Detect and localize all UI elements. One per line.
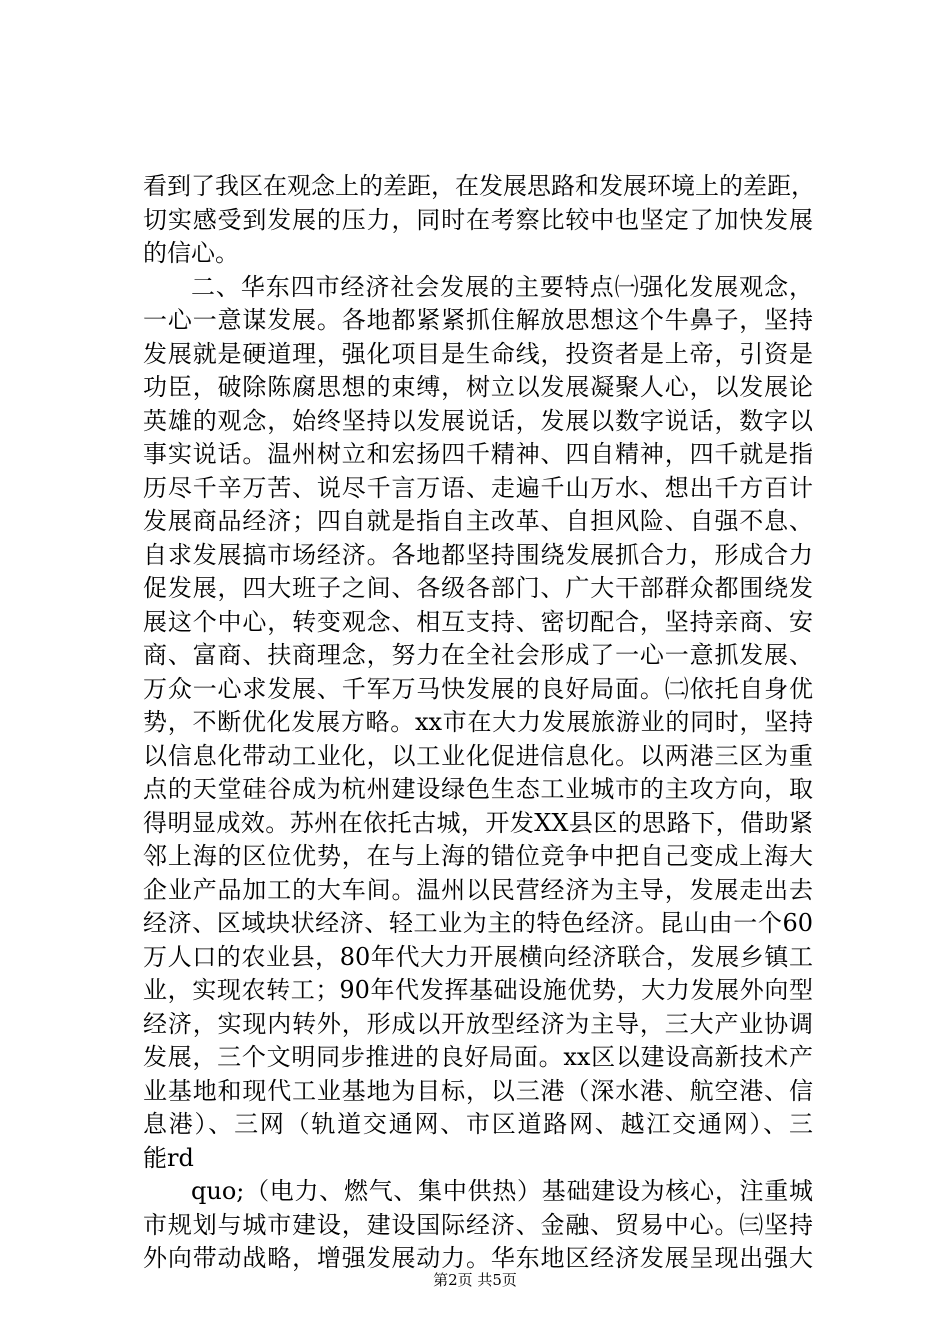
text-line: 一心一意谋发展。各地都紧紧抓住解放思想这个牛鼻子，坚持 [143,306,813,334]
text-line: 促发展，四大班子之间、各级各部门、广大干部群众都围绕发 [143,574,813,602]
text-line: 经济、区域块状经济、轻工业为主的特色经济。昆山由一个60 [143,909,813,937]
page-footer: 第2页 共5页 [433,1271,517,1289]
text-line: 展这个中心，转变观念、相互支持、密切配合，坚持亲商、安 [143,607,813,636]
text-line: 发展，三个文明同步推进的良好局面。xx区以建设高新技术产 [143,1043,813,1071]
text-line: 自求发展搞市场经济。各地都坚持围绕发展抓合力，形成合力 [143,540,813,569]
text-line: 万众一心求发展、千军万马快发展的良好局面。㈡依托自身优 [143,674,813,703]
text-line: 切实感受到发展的压力，同时在考察比较中也坚定了加快发展 [143,205,813,234]
text-line: 英雄的观念，始终坚持以发展说话，发展以数字说话，数字以 [143,406,813,435]
text-line: 发展就是硬道理，强化项目是生命线，投资者是上帝，引资是 [143,339,813,368]
text-line: 事实说话。温州树立和宏扬四千精神、四自精神，四千就是指 [143,440,813,468]
text-line: 得明显成效。苏州在依托古城，开发XX县区的思路下，借助紧 [143,808,813,837]
text-line: 功臣，破除陈腐思想的束缚，树立以发展凝聚人心，以发展论 [143,373,813,401]
text-line: 万人口的农业县，80年代大力开展横向经济联合，发展乡镇工 [143,942,813,971]
text-line: 经济，实现内转外，形成以开放型经济为主导，三大产业协调 [143,1009,813,1038]
text-line: quo;（电力、燃气、集中供热）基础建设为核心，注重城 [191,1177,813,1205]
text-line: 发展商品经济；四自就是指自主改革、自担风险、自强不息、 [143,507,813,535]
text-line: 外向带动战略，增强发展动力。华东地区经济发展呈现出强大 [143,1244,813,1272]
text-line: 业，实现农转工；90年代发挥基础设施优势，大力发展外向型 [143,976,813,1004]
text-line: 的信心。 [143,239,239,267]
text-line: 息港）、三网（轨道交通网、市区道路网、越江交通网）、三 [143,1110,813,1138]
text-line: 邻上海的区位优势，在与上海的错位竞争中把自己变成上海大 [143,842,813,870]
text-line: 以信息化带动工业化，以工业化促进信息化。以两港三区为重 [143,741,813,770]
text-line: 势，不断优化发展方略。xx市在大力发展旅游业的同时，坚持 [143,708,813,736]
text-line: 市规划与城市建设，建设国际经济、金融、贸易中心。㈢坚持 [143,1210,813,1239]
text-line: 商、富商、扶商理念，努力在全社会形成了一心一意抓发展、 [143,641,813,669]
text-line: 二、华东四市经济社会发展的主要特点㈠强化发展观念， [191,272,813,301]
text-line: 历尽千辛万苦、说尽千言万语、走遍千山万水、想出千方百计 [143,473,813,502]
text-line: 能rd [143,1143,194,1172]
text-line: 企业产品加工的大车间。温州以民营经济为主导，发展走出去 [143,875,813,904]
text-line: 看到了我区在观念上的差距，在发展思路和发展环境上的差距， [143,172,815,200]
text-line: 业基地和现代工业基地为目标，以三港（深水港、航空港、信 [143,1076,813,1105]
text-line: 点的天堂硅谷成为杭州建设绿色生态工业城市的主攻方向，取 [143,775,813,803]
body-text [143,170,813,1276]
